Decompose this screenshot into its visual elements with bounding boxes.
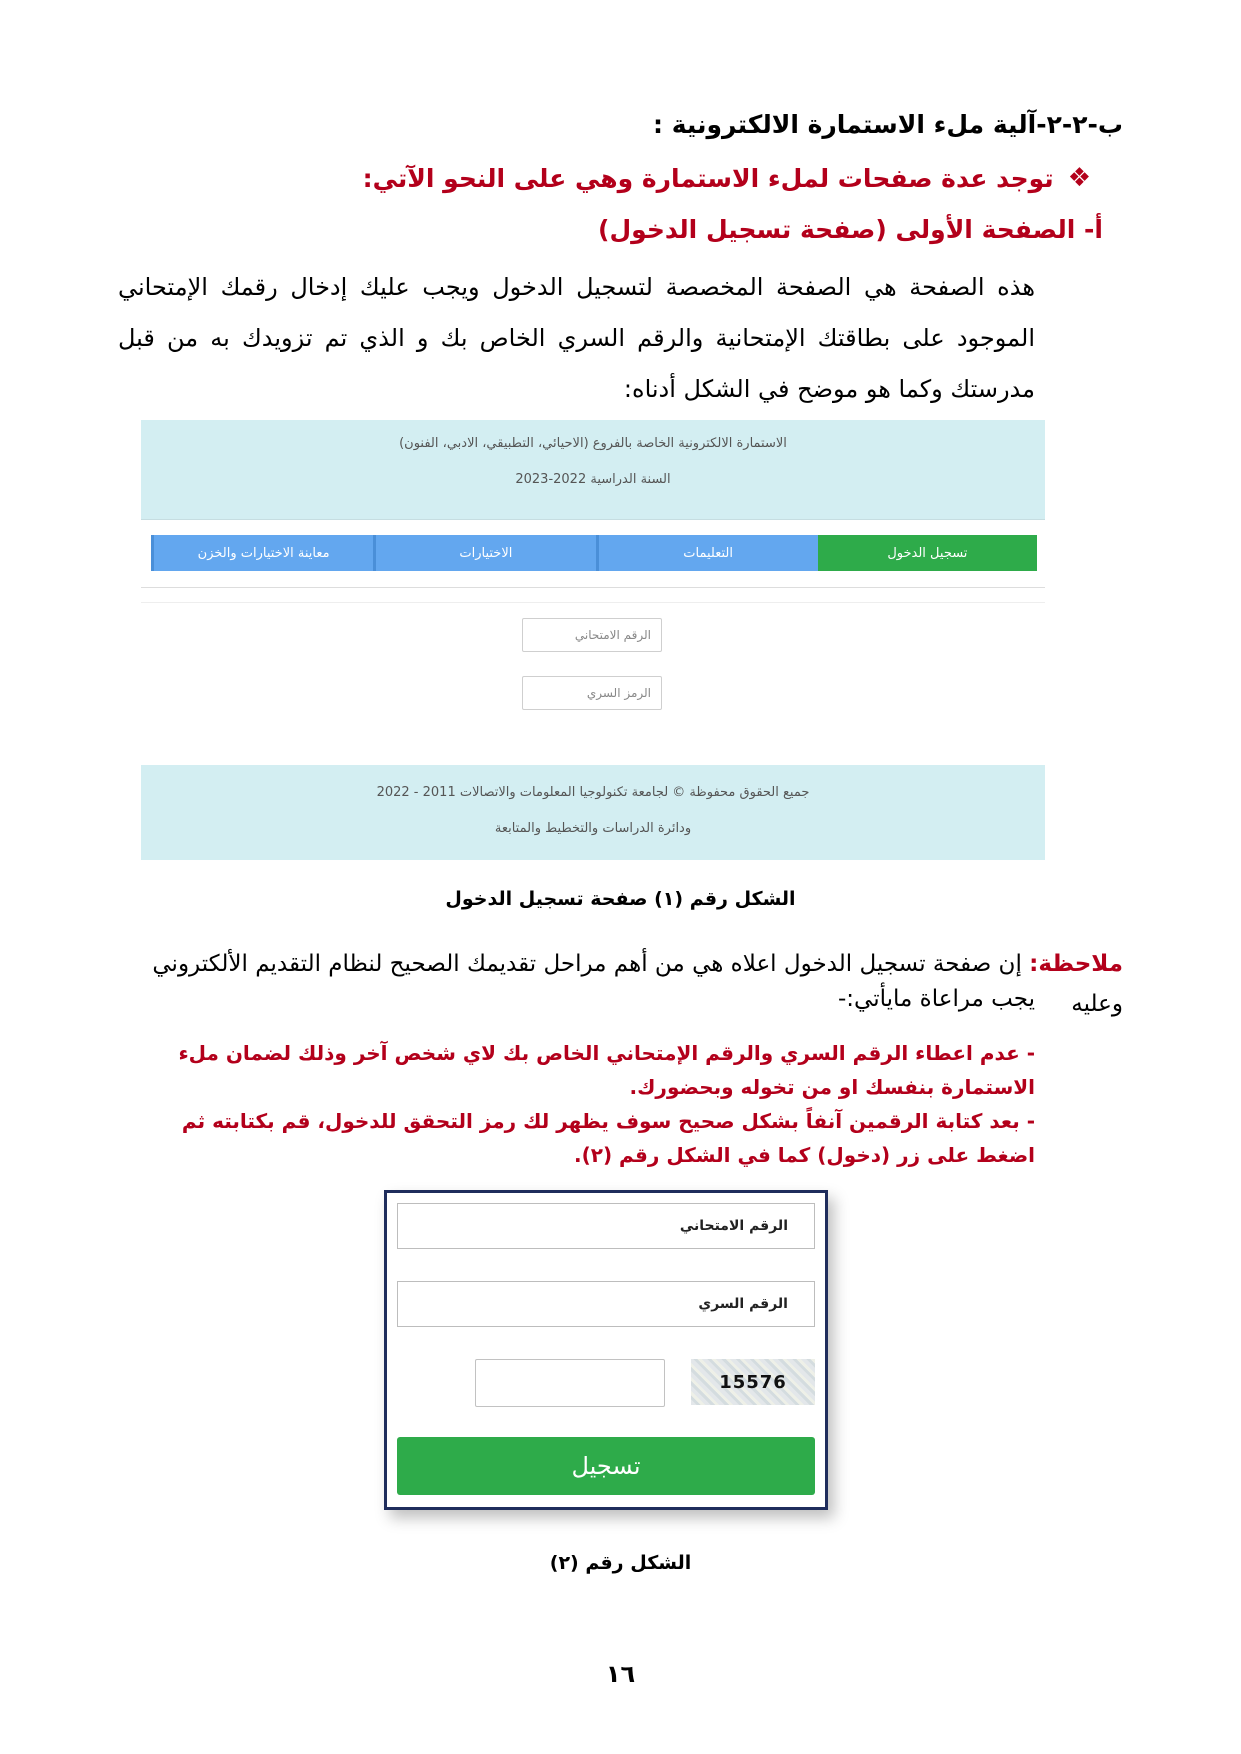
figure1-secret-input[interactable]: الرمز السري xyxy=(522,676,662,710)
figure1-exam-number-input[interactable]: الرقم الامتحاني xyxy=(522,618,662,652)
step-review-save[interactable] xyxy=(151,535,373,571)
step-login[interactable] xyxy=(818,535,1037,571)
bullet-line xyxy=(363,163,1091,193)
note-item-2: - بعد كتابة الرقمين آنفاً بشكل صحيح سوف يظهر لك رمز التحقق للدخول، قم بكتابته ثم اضغط على زر (دخول) كما في الشكل رقم (٢). xyxy=(181,1109,1035,1167)
note-text: إن صفحة تسجيل الدخول اعلاه هي من أهم مراحل تقديمك الصحيح لنظام التقديم الألكتروني وعليه xyxy=(152,951,1123,1017)
captcha-code: 15576 xyxy=(719,1371,787,1393)
note-item-1: - عدم اعطاء الرقم السري والرقم الإمتحاني الخاص بك لاي شخص آخر وذلك لضمان ملء الاستمارة بنفسك او من تخوله وبحضورك. xyxy=(178,1041,1035,1099)
note-label: ملاحظة: xyxy=(1029,951,1123,977)
figure2-caption: الشكل رقم (٢) xyxy=(549,1552,692,1574)
figure2-login-form xyxy=(384,1190,828,1510)
step-label: الاختيارات xyxy=(459,545,513,561)
captcha-input[interactable] xyxy=(475,1359,665,1407)
figure1-header-panel xyxy=(141,420,1045,520)
step-label: معاينة الاختيارات والخزن xyxy=(197,545,330,561)
step-label: تسجيل الدخول xyxy=(887,545,968,561)
figure2-exam-number-label: الرقم الامتحاني xyxy=(679,1218,788,1234)
bullet-text: توجد عدة صفحات لملء الاستمارة وهي على النحو الآتي: xyxy=(362,163,1054,193)
note-line2: يجب مراعاة مايأتي:- xyxy=(838,986,1035,1012)
figure1-footer-copyright: جميع الحقوق محفوظة © لجامعة تكنولوجيا المعلومات والاتصالات 2011 - 2022 xyxy=(376,785,810,800)
submit-button[interactable] xyxy=(397,1437,815,1495)
figure2-secret-label: الرقم السري xyxy=(698,1296,788,1312)
captcha-image xyxy=(691,1359,815,1405)
intro-paragraph: هذه الصفحة هي الصفحة المخصصة لتسجيل الدخول ويجب عليك إدخال رقمك الإمتحاني الموجود على بطاقتك الإمتحانية والرقم السري الخاص بك و الذي تم تزويدك به من قبل مدرستك وكما هو موضح في الشكل أدناه: xyxy=(118,273,1035,403)
section-heading: ب-٢-٢-آلية ملء الاستمارة الالكترونية : xyxy=(653,110,1123,139)
submit-label: تسجيل xyxy=(571,1452,641,1480)
divider xyxy=(141,602,1045,603)
figure1-header-year: السنة الدراسية 2022-2023 xyxy=(515,472,671,487)
step-instructions[interactable] xyxy=(596,535,818,571)
sub-heading: أ- الصفحة الأولى (صفحة تسجيل الدخول) xyxy=(598,215,1103,244)
figure2-secret-input[interactable] xyxy=(397,1281,815,1327)
step-label: التعليمات xyxy=(683,545,733,561)
page-number: ١٦ xyxy=(605,1660,636,1688)
figure2-exam-number-input[interactable] xyxy=(397,1203,815,1249)
step-choices[interactable] xyxy=(373,535,595,571)
figure1-steps-bar xyxy=(151,535,1037,571)
figure1-caption: الشكل رقم (١) صفحة تسجيل الدخول xyxy=(445,888,796,910)
figure1-footer-dept: ودائرة الدراسات والتخطيط والمتابعة xyxy=(494,821,692,836)
diamond-bullet-icon: ❖ xyxy=(1067,163,1091,193)
figure1-header-title: الاستمارة الالكترونية الخاصة بالفروع (الاحيائي، التطبيقي، الادبي، الفنون) xyxy=(399,436,787,451)
divider xyxy=(141,587,1045,588)
note-line1 xyxy=(118,944,1123,1024)
figure1-footer-panel xyxy=(141,765,1045,860)
